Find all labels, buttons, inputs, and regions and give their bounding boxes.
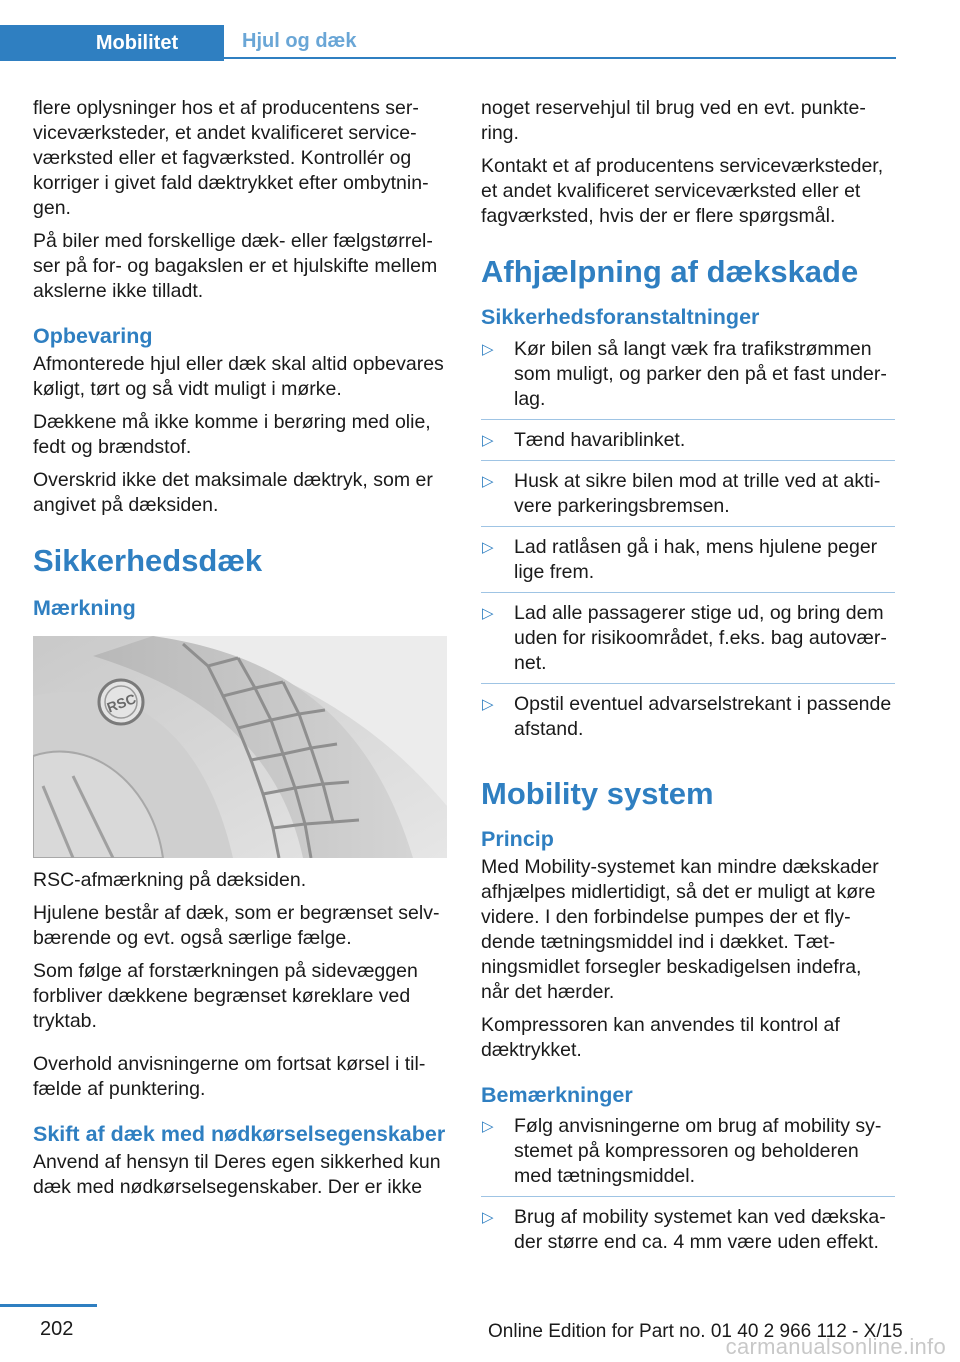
paragraph: Kompressoren kan anvendes til kontrol af dæktrykket.: [481, 1014, 840, 1061]
heading-skift-af-daek: Skift af dæk med nødkørselsegenskaber: [33, 1122, 446, 1146]
heading-afhjaelpning: Afhjælpning af dækskade: [481, 254, 859, 289]
paragraph: Kontakt et af producentens serviceværksteder, et andet kvalificeret serviceværksted eller et fagværksted, hvis der er flere spørgsmål.: [481, 155, 884, 227]
rsc-logo-icon: [99, 680, 143, 724]
heading-mobility-system: Mobility system: [481, 776, 714, 811]
edition-text: Online Edition for Part no. 01 40 2 966 112 - X/15: [488, 1321, 903, 1342]
list-item: ▷ Husk at sikre bilen mod at trille ved at aktivere parkeringsbremsen.: [481, 469, 895, 527]
heading-bemaerkninger: Bemærkninger: [481, 1083, 633, 1107]
list-item: ▷ Lad ratlåsen gå i hak, mens hjulene peger lige frem.: [481, 535, 895, 593]
right-column: [481, 96, 895, 1270]
list-item: ▷ Følg anvisningerne om brug af mobility systemet på kompressoren og beholderen med tætningsmiddel.: [481, 1114, 895, 1197]
paragraph: Som følge af forstærkningen på sidevæggen forbliver dækkene begrænset køreklare ved tryktab.: [33, 960, 418, 1032]
notes-list: [481, 1114, 895, 1262]
triangle-right-outline-icon: ▷: [482, 1209, 494, 1226]
heading-princip: Princip: [481, 827, 554, 851]
paragraph: Anvend af hensyn til Deres egen sikkerhed kun dæk med nødkørselsegenskaber. Der er ikke: [33, 1151, 441, 1198]
paragraph: Dækkene må ikke komme i berøring med olie, fedt og brændstof.: [33, 411, 431, 458]
paragraph: noget reservehjul til brug ved en evt. punktering.: [481, 97, 866, 144]
heading-opbevaring: Opbevaring: [33, 324, 153, 348]
triangle-right-outline-icon: ▷: [482, 1118, 494, 1135]
heading-maerkning: Mærkning: [33, 596, 136, 620]
triangle-right-outline-icon: ▷: [482, 432, 494, 449]
list-item: ▷ Kør bilen så langt væk fra trafikstrømmen som muligt, og parker den på et fast underlag.: [481, 337, 895, 420]
triangle-right-outline-icon: ▷: [482, 696, 494, 713]
tire-sidewall-illustration: [33, 636, 447, 858]
list-item: ▷ Opstil eventuel advarselstrekant i passende afstand.: [482, 693, 892, 740]
triangle-right-outline-icon: ▷: [482, 605, 494, 622]
tire-rsc-figure: [33, 636, 447, 858]
list-item: ▷ Brug af mobility systemet kan ved dækskader større end ca. 4 mm være uden effekt.: [482, 1206, 886, 1253]
watermark: carmanualsonline.info: [725, 1334, 946, 1359]
page-number: 202: [40, 1318, 74, 1340]
page-header: [0, 25, 896, 61]
heading-sikkerhedsforanstaltninger: Sikkerhedsforanstaltninger: [481, 305, 760, 329]
svg-text:RSC: RSC: [104, 690, 138, 716]
figure-caption: RSC-afmærkning på dæksiden.: [33, 869, 307, 891]
paragraph: Overskrid ikke det maksimale dæktryk, som er angivet på dæksiden.: [33, 469, 433, 516]
left-column: [33, 96, 447, 1208]
triangle-right-outline-icon: ▷: [482, 539, 494, 556]
paragraph: Hjulene består af dæk, som er begrænset selvbærende og evt. også særlige fælge.: [33, 902, 440, 949]
list-item: ▷ Lad alle passagerer stige ud, og bring dem uden for risikoområdet, f.eks. bag autoværnet.: [481, 601, 895, 684]
section-tab-mobilitet[interactable]: Mobilitet: [0, 25, 224, 61]
paragraph: På biler med forskellige dæk- eller fælgstørrelser på for- og bagakslen er et hjulskifte mellem akslerne ikke tilladt.: [33, 230, 438, 302]
triangle-right-outline-icon: ▷: [482, 341, 494, 358]
paragraph: flere oplysninger hos et af producentens serviceværksteder, et andet kvalificeret serviceværksted eller et fagværksted. Kontrollér og korriger i givet fald dæktrykket efter ombytningen.: [33, 97, 429, 219]
heading-sikkerhedsdaek: Sikkerhedsdæk: [33, 543, 263, 578]
list-item: ▷ Tænd havariblinket.: [481, 428, 895, 461]
triangle-right-outline-icon: ▷: [482, 473, 494, 490]
paragraph: Afmonterede hjul eller dæk skal altid opbevares køligt, tørt og så vidt muligt i mørke.: [33, 353, 444, 400]
safety-steps-list: [481, 337, 895, 749]
footer-accent-line: [0, 1304, 97, 1307]
paragraph: Med Mobility-systemet kan mindre dækskader afhjælpes midlertidigt, så det er muligt at køre videre. I den forbindelse pumpes der et flydende tætningsmiddel ind i dækket. Tætningsmidlet forsegler beskadigelsen indefra, når det hærder.: [481, 856, 879, 1003]
section-tab-hjul-og-daek[interactable]: Hjul og dæk: [224, 25, 896, 59]
paragraph: Overhold anvisningerne om fortsat kørsel i tilfælde af punktering.: [33, 1053, 426, 1100]
